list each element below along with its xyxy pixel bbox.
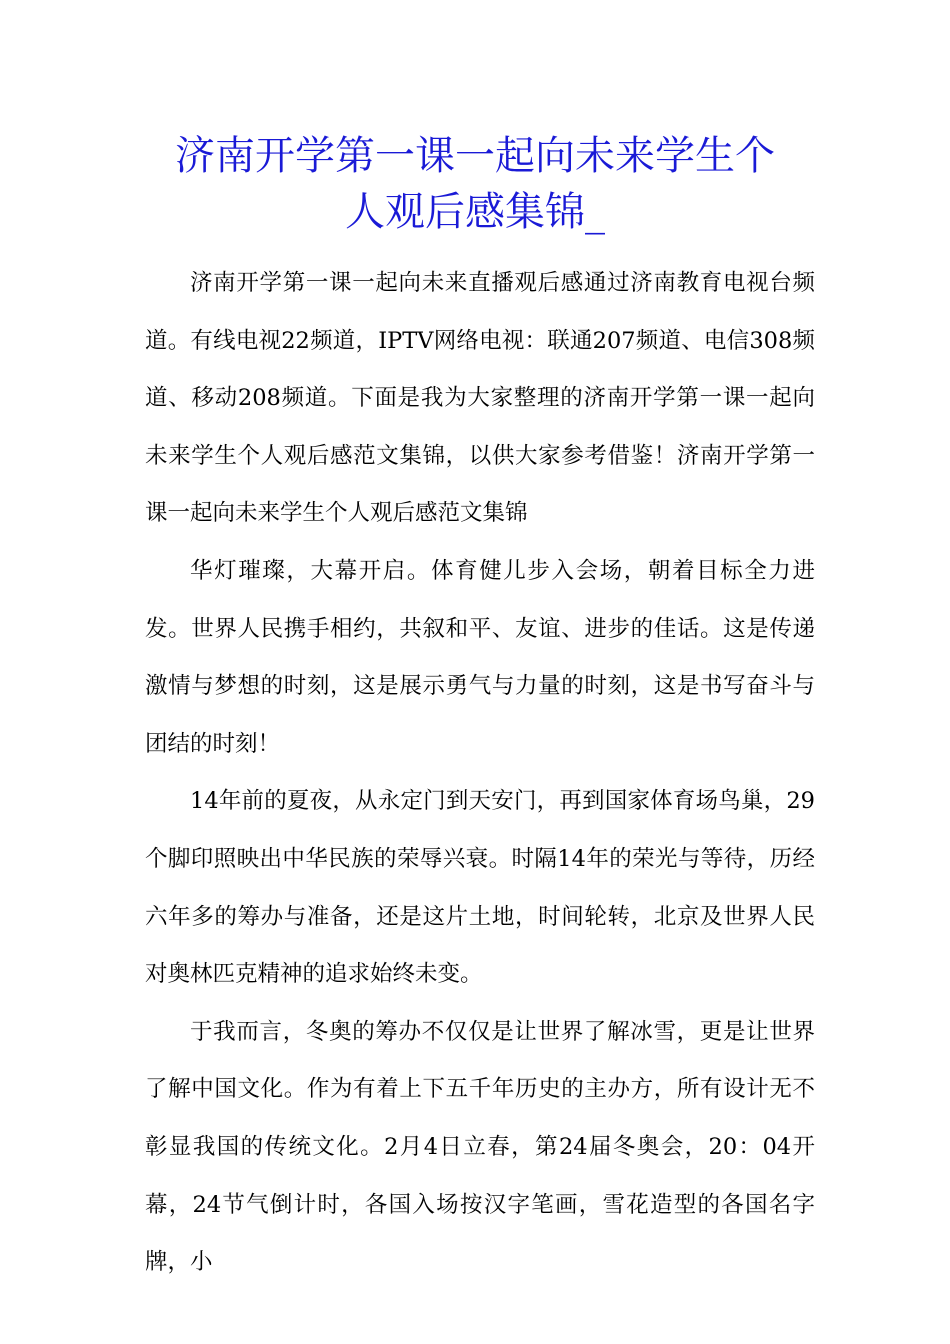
paragraph-history: 14年前的夏夜，从永定门到天安门，再到国家体育场鸟巢，29个脚印照映出中华民族的荣辱兴衰。时隔14年的荣光与等待，历经六年多的筹办与准备，还是这片土地，时间轮转，北京及世界人民对奥林匹克精神的追求始终未变。: [145, 788, 815, 988]
document-title: [120, 128, 830, 240]
paragraph-opening: 华灯璀璨，大幕开启。体育健儿步入会场，朝着目标全力进发。世界人民携手相约，共叙和平、友谊、进步的佳话。这是传递激情与梦想的时刻，这是展示勇气与力量的时刻，这是书写奋斗与团结的时刻！: [145, 557, 815, 757]
document-body: [145, 255, 815, 1292]
title-line-2: 人观后感集锦_: [345, 189, 605, 235]
paragraph-culture: 于我而言，冬奥的筹办不仅仅是让世界了解冰雪，更是让世界了解中国文化。作为有着上下五千年历史的主办方，所有设计无不彰显我国的传统文化。2月4日立春，第24届冬奥会，20：04开幕，24节气倒计时，各国入场按汉字笔画，雪花造型的各国名字牌，小: [145, 1018, 815, 1276]
title-line-1: 济南开学第一课一起向未来学生个: [175, 133, 775, 179]
paragraph-intro: 济南开学第一课一起向未来直播观后感通过济南教育电视台频道。有线电视22频道，IPTV网络电视：联通207频道、电信308频道、移动208频道。下面是我为大家整理的济南开学第一课一起向未来学生个人观后感范文集锦，以供大家参考借鉴！济南开学第一课一起向未来学生个人观后感范文集锦: [145, 270, 815, 527]
